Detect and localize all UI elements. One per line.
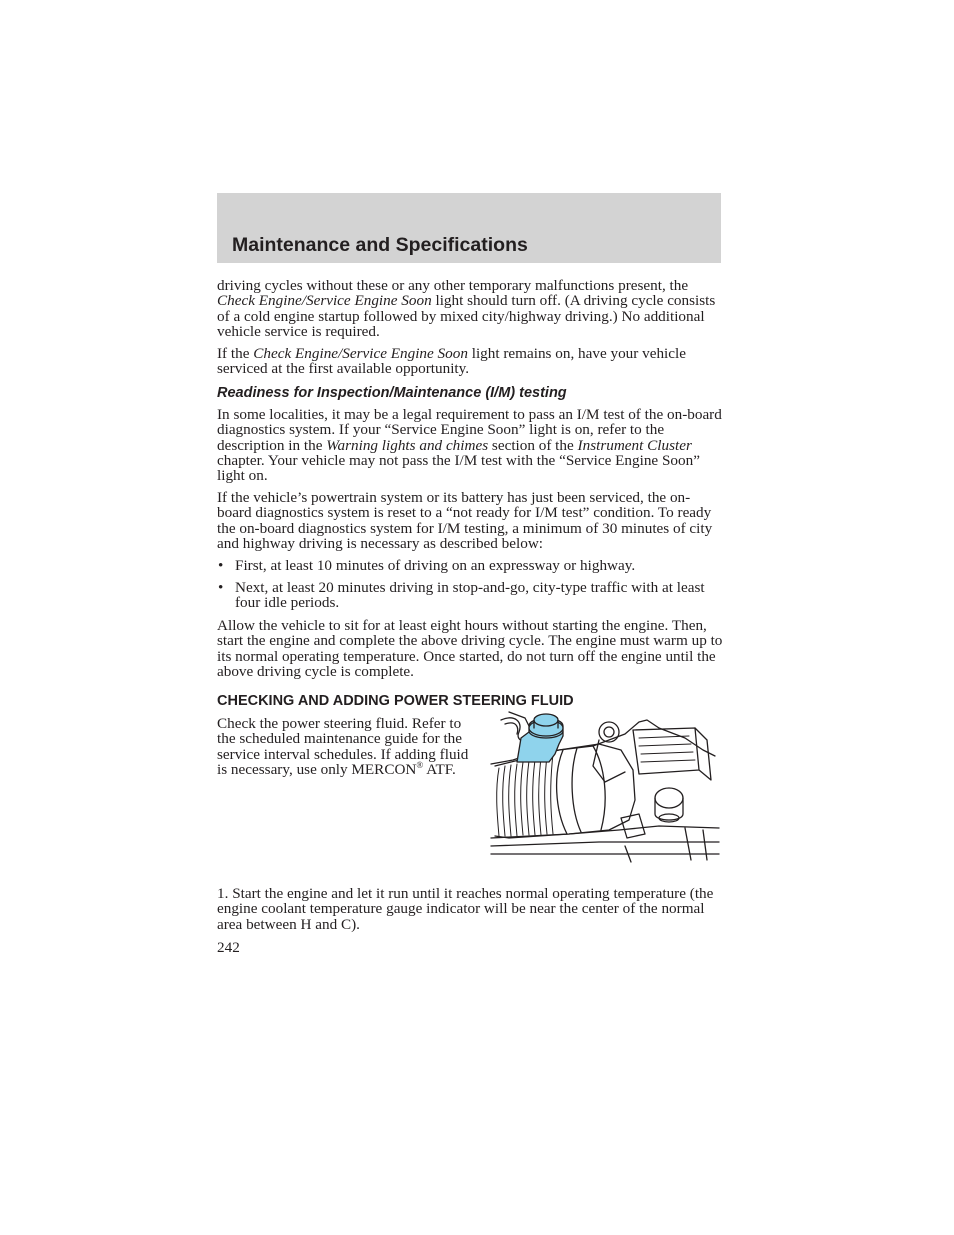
- paragraph-light-remains-on: If the Check Engine/Service Engine Soon light remains on, have your vehicle serviced at the first available opportunity.: [217, 344, 686, 378]
- list-item: • First, at least 10 minutes of driving on an expressway or highway.: [218, 556, 636, 574]
- page-title: Maintenance and Specifications: [232, 234, 528, 256]
- paragraph-allow-vehicle: Allow the vehicle to sit for at least eight hours without starting the engine. Then, start the engine and complete the above driving cycle. The engine must warm up to its normal operating temperature. Once started, do not turn off the engine until the above driving cycle is complete.: [217, 616, 723, 680]
- section-heading-power-steering: CHECKING AND ADDING POWER STEERING FLUID: [217, 693, 574, 710]
- subheading-readiness: Readiness for Inspection/Maintenance (I/M) testing: [217, 385, 567, 402]
- engine-compartment-illustration: [489, 710, 721, 866]
- section-header: [217, 193, 721, 263]
- driving-requirements-list: [217, 558, 723, 611]
- paragraph-start-engine: 1. Start the engine and let it run until it reaches normal operating temperature (the engine coolant temperature gauge indicator will be near the center of the normal area between H and C).: [217, 884, 714, 933]
- list-item: • Next, at least 20 minutes driving in stop-and-go, city-type traffic with at least four idle periods.: [218, 578, 705, 612]
- paragraph-im-test: In some localities, it may be a legal requirement to pass an I/M test of the on-board diagnostics system. If your “Service Engine Soon” light is on, refer to the description in the Warning lights and chimes section of the Instrument Cluster chapter. Your vehicle may not pass the I/M test with the “Service Engine Soon” light on.: [217, 405, 722, 485]
- bullet-icon: •: [218, 556, 224, 574]
- page-number: 242: [217, 938, 240, 956]
- page-content: [217, 278, 723, 955]
- paragraph-driving-cycles: driving cycles without these or any other temporary malfunctions present, the Check Engine/Service Engine Soon light should turn off. (A driving cycle consists of a cold engine startup followed by mixed city/highway driving.) No additional vehicle service is required.: [217, 277, 716, 341]
- paragraph-check-fluid: Check the power steering fluid. Refer to the scheduled maintenance guide for the service interval schedules. If adding fluid is necessary, use only MERCON® ATF.: [217, 714, 469, 778]
- bullet-icon: •: [218, 578, 224, 596]
- paragraph-powertrain-reset: If the vehicle’s powertrain system or its battery has just been serviced, the on-board diagnostics system is reset to a “not ready for I/M test” condition. To ready the on-board diagnostics system for I/M testing, a minimum of 30 minutes of city and highway driving is necessary as described below:: [217, 488, 713, 553]
- power-steering-block: [217, 716, 723, 886]
